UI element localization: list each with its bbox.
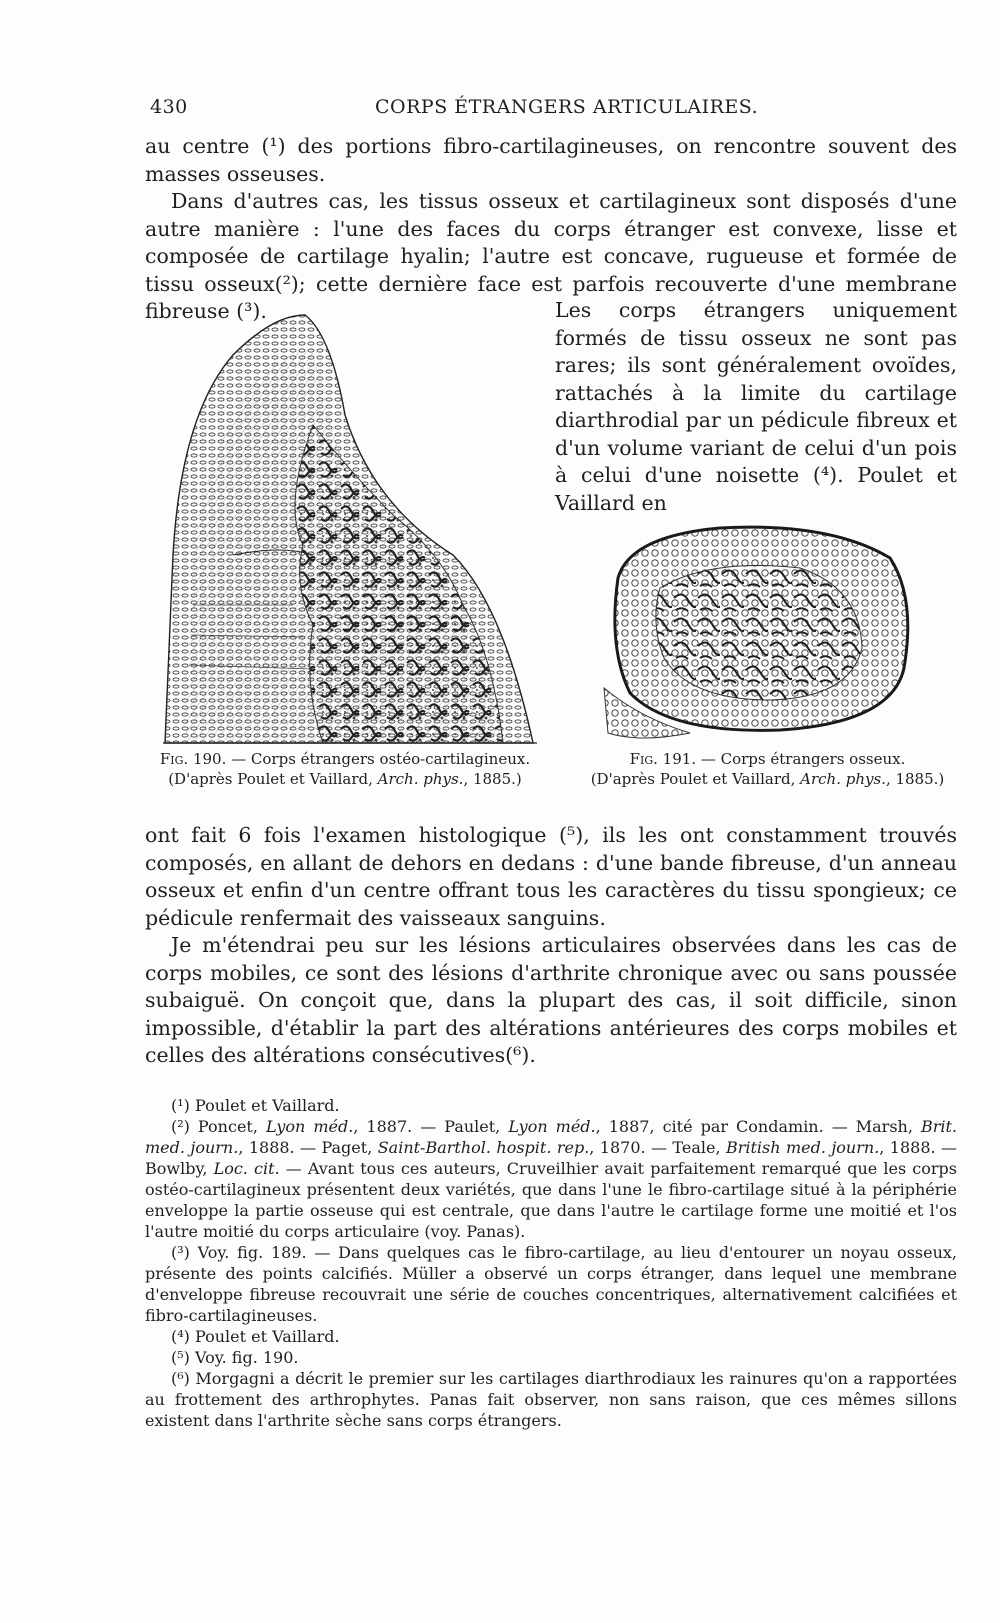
figure-190-source-prefix: (D'après Poulet et Vaillard, <box>168 770 378 788</box>
running-title: CORPS ÉTRANGERS ARTICULAIRES. <box>375 96 759 118</box>
footnote-1: (¹) Poulet et Vaillard. <box>171 1096 340 1115</box>
figure-191-caption-line1 <box>575 749 960 769</box>
figure-190-source-journal: Arch. phys. <box>377 770 464 788</box>
footnote-2 <box>145 1116 957 1242</box>
footnote-2-part: , 1887, cité par Condamin. — Marsh, <box>595 1117 921 1136</box>
footnote-2-part: Lyon méd. <box>508 1117 596 1136</box>
figure-190-caption-line2 <box>145 769 545 789</box>
footnote-2-part: Loc. cit. <box>213 1159 280 1178</box>
footnote-2-part: — Avant tous ces auteurs, Cruveilhier avait parfaitement remarqué que les corps ostéo-cartilagineux présentent deux variétés, que dans l'une le fibro-cartilage situé à la périphérie enveloppe la partie osseuse qui est centrale, que dans l'autre le cartilage forme une moitié et l'os l'autre moitié du corps articulaire (voy. Panas). <box>145 1159 958 1241</box>
figure-190-title: — Corps étrangers ostéo-cartilagineux. <box>226 750 531 768</box>
footnote-2-part: , 1888. — Paget, <box>238 1138 378 1157</box>
footnotes <box>145 1095 957 1431</box>
paragraph-tissue-arrangement: Dans d'autres cas, les tissus osseux et cartilagineux sont disposés d'une autre manière : l'une des faces du corps étranger est convexe, lisse et composée de cartilage hyalin; l'autre est concave, rugueuse et formée de tissu osseux(²); cette dernière face est parfois recouverte d'une membrane fibreuse (³). <box>145 189 957 323</box>
bottom-text-block <box>145 822 957 1070</box>
paragraph-histology: ont fait 6 fois l'examen histologique (⁵), ils les ont constamment trouvés composés, en allant de dehors en dedans : d'une bande fibreuse, d'un anneau osseux et enfin d'un centre offrant tous les caractères du tissu spongieux; ce pédicule renfermait des vaisseaux sanguins. <box>145 823 957 930</box>
footnote-2-part: British med. journ. <box>725 1138 880 1157</box>
figure-191-title: — Corps étrangers osseux. <box>696 750 906 768</box>
footnote-2-part: (²) Poncet, <box>171 1117 266 1136</box>
footnote-2-part: , 1887. — Paulet, <box>353 1117 509 1136</box>
paragraph-lesions: Je m'étendrai peu sur les lésions articulaires observées dans les cas de corps mobiles, ce sont des lésions d'arthrite chronique avec ou sans poussée subaiguë. On conçoit que, dans la plupart des cas, il soit difficile, sinon impossible, d'établir la part des altérations antérieures des corps mobiles et celles des altérations consécutives(⁶). <box>145 933 957 1067</box>
footnote-2-part: , 1870. — Teale, <box>589 1138 726 1157</box>
footnote-5: (⁵) Voy. fig. 190. <box>171 1348 299 1367</box>
figure-191-caption <box>575 749 960 789</box>
footnote-4: (⁴) Poulet et Vaillard. <box>171 1327 340 1346</box>
footnote-2-part: Saint-Barthol. hospit. rep. <box>377 1138 590 1157</box>
figure-190-source-suffix: , 1885.) <box>463 770 522 788</box>
figure-191-source-journal: Arch. phys. <box>800 770 886 788</box>
figure-190-caption-line1 <box>145 749 545 769</box>
figure-190-illustration <box>163 305 537 745</box>
footnote-2-part: Brit. med. journ. <box>145 1117 958 1157</box>
side-paragraph: Les corps étrangers uniquement formés de tissu osseux ne sont pas rares; ils sont généralement ovoïdes, rattachés à la limite du cartilage diarthrodial par un pédicule fibreux et d'un volume variant de celui d'un pois à celui d'une noisette (⁴). Poulet et Vaillard en <box>555 298 957 515</box>
figure-190-label: Fig. 190. <box>159 750 227 768</box>
figure-190-caption <box>145 749 545 789</box>
page-number: 430 <box>150 96 188 118</box>
footnote-6: (⁶) Morgagni a décrit le premier sur les cartilages diarthrodiaux les rainures qu'on a rapportées au frottement des arthrophytes. Panas fait observer, non sans raison, que ces mêmes sillons existent dans l'arthrite sèche sans corps étrangers. <box>145 1369 957 1430</box>
footnote-2-part: , 1888. — Bowlby, <box>145 1138 958 1178</box>
footnote-3: (³) Voy. fig. 189. — Dans quelques cas le fibro-cartilage, au lieu d'entourer un noyau osseux, présente des points calcifiés. Müller a observé un corps étranger, dans lequel une membrane d'enveloppe fibreuse recouvrait une série de couches concentriques, alternativement calcifiées et fibro-cartilagineuses. <box>145 1243 957 1325</box>
figure-191-label: Fig. 191. <box>629 750 697 768</box>
figure-191-illustration <box>600 518 918 746</box>
figure-191-source-prefix: (D'après Poulet et Vaillard, <box>590 770 801 788</box>
footnote-2-part: Lyon méd. <box>265 1117 354 1136</box>
figure-191-source-suffix: , 1885.) <box>885 770 945 788</box>
paragraph-continued: au centre (¹) des portions fibro-cartilagineuses, on rencontre souvent des masses osseuses. <box>145 134 957 186</box>
page-header <box>150 96 956 126</box>
figure-191-caption-line2 <box>575 769 960 789</box>
